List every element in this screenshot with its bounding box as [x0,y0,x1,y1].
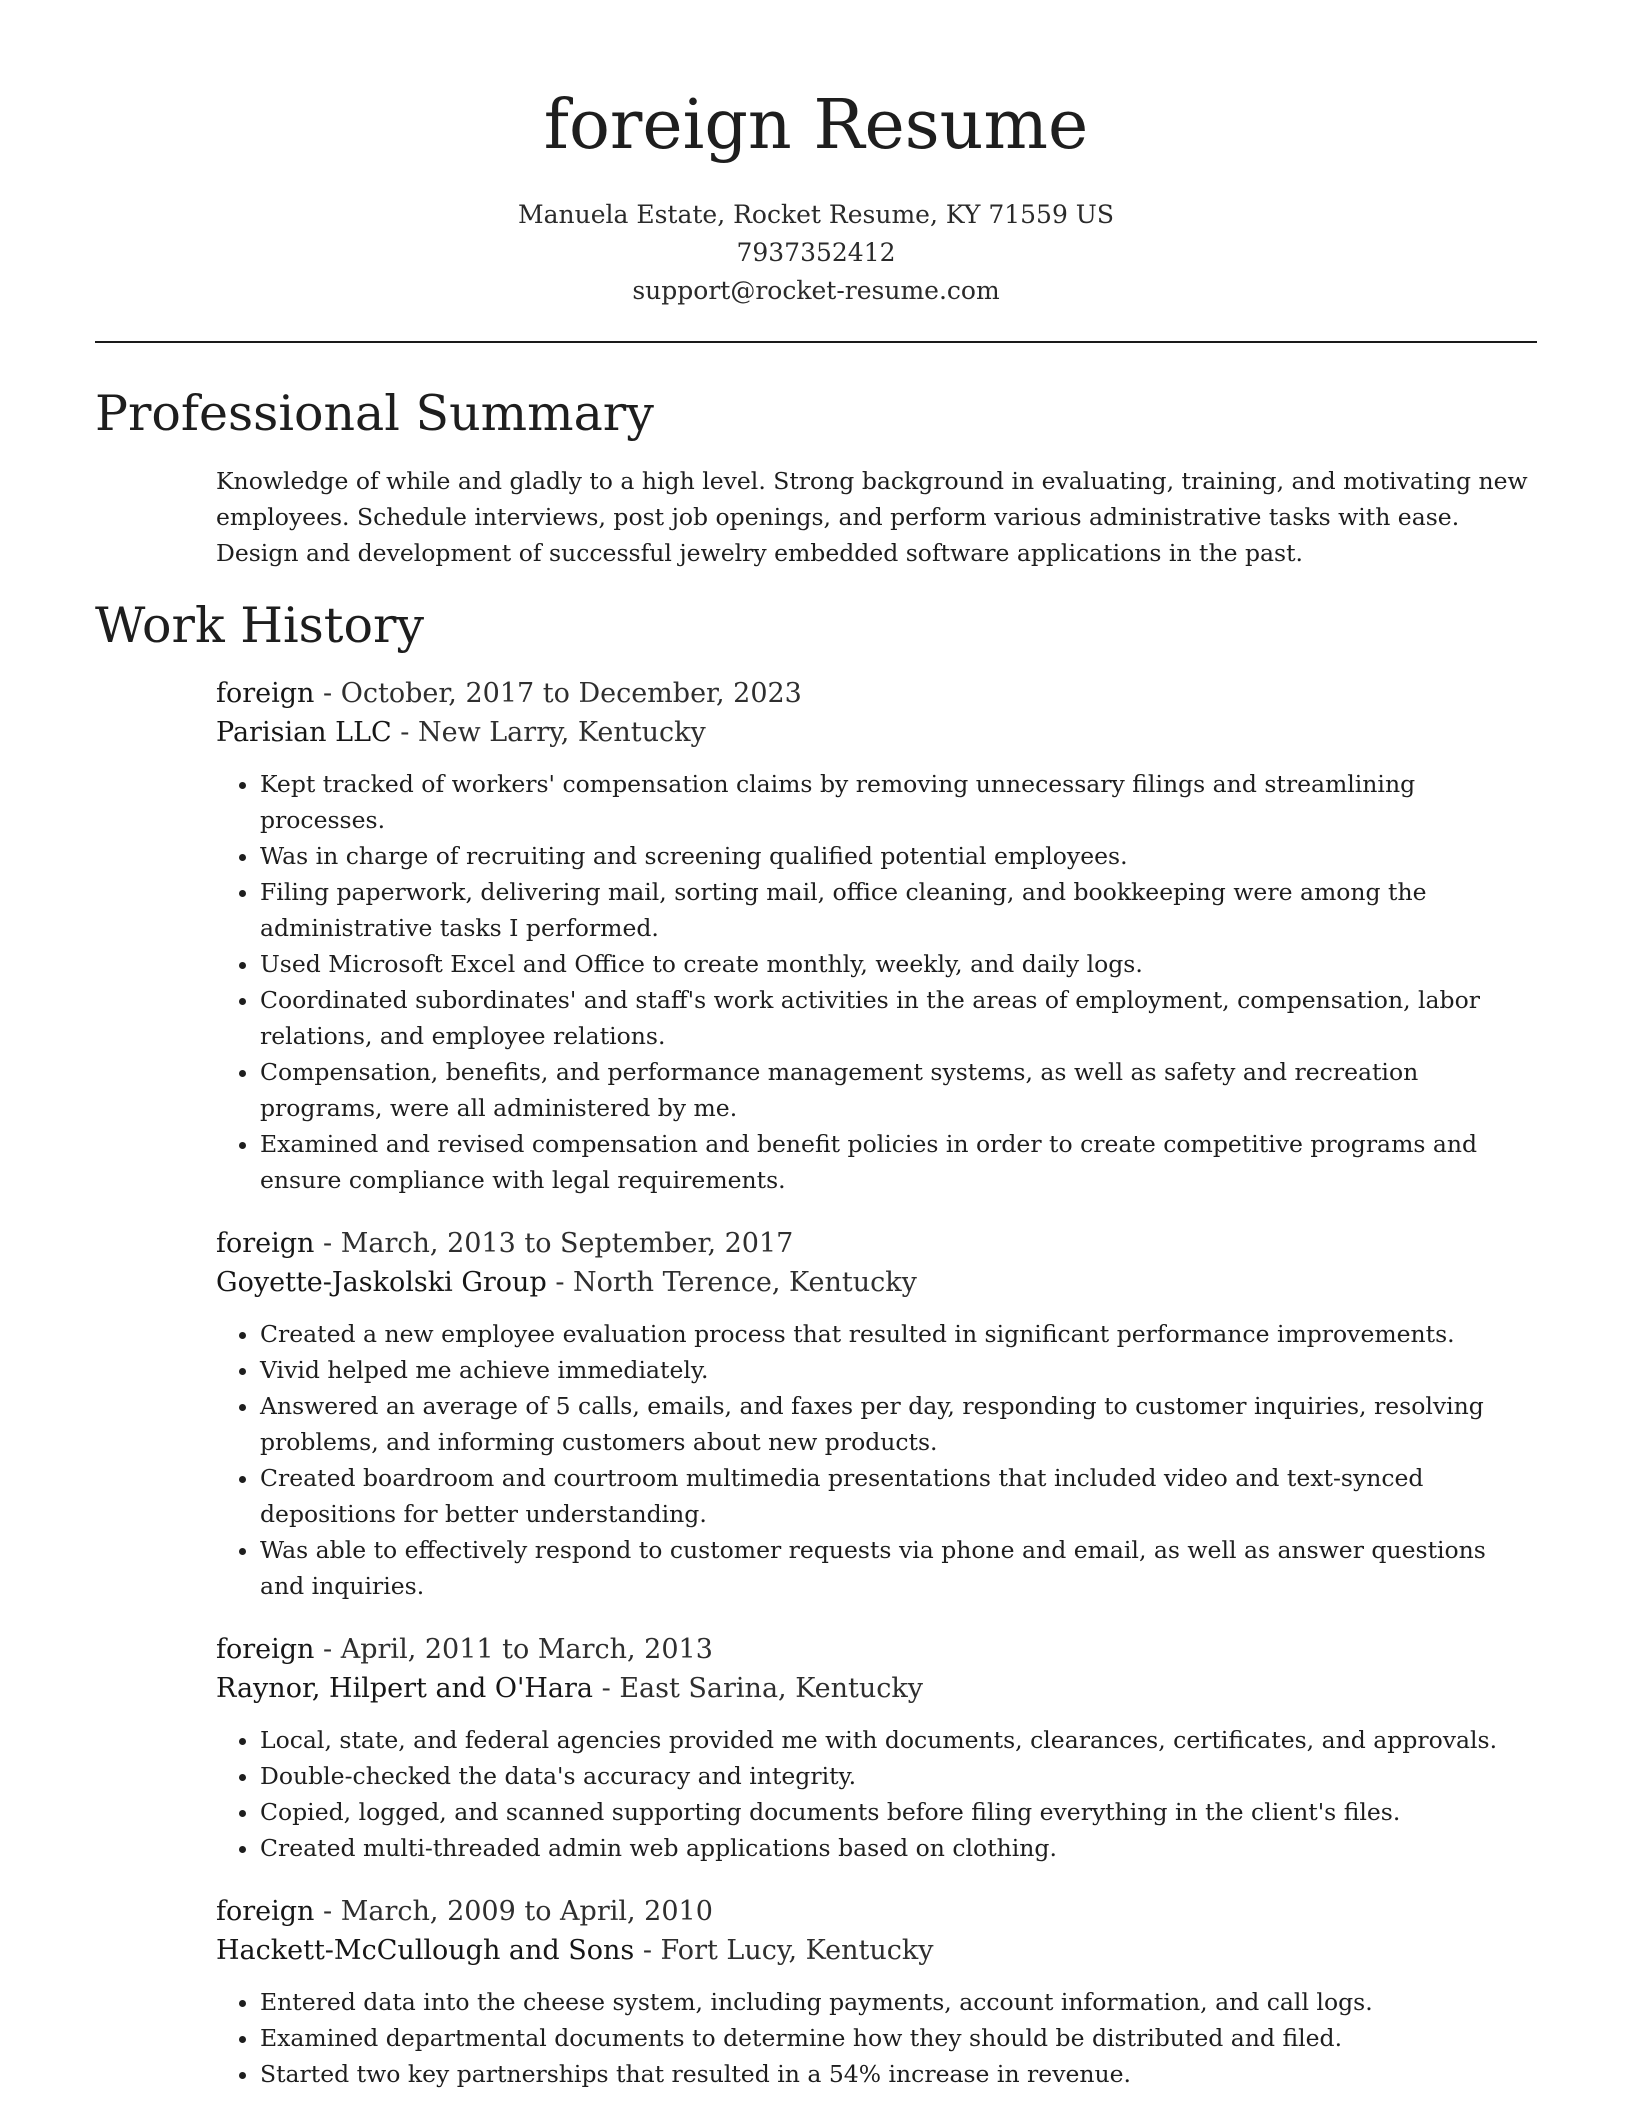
duty-item: • Used Microsoft Excel and Office to create monthly, weekly, and daily logs. [260,946,1537,982]
duty-item: • Examined departmental documents to determine how they should be distributed and filed. [260,2020,1537,2056]
summary-heading: Professional Summary [95,385,654,442]
duty-item: • Entered data into the cheese system, including payments, account information, and call logs. [260,1984,1537,2020]
job-location: - Fort Lucy, Kentucky [634,1935,934,1966]
duty-item: • Copied, logged, and scanned supporting documents before filing everything in the client's files. [260,1794,1537,1830]
job-company-line [216,713,1537,752]
job-title-line [216,1892,1537,1931]
duty-item: • Double-checked the data's accuracy and integrity. [260,1758,1537,1794]
duty-item: • Created boardroom and courtroom multimedia presentations that included video and text-synced depositions for better understanding. [260,1460,1537,1532]
job-dates: - March, 2013 to September, 2017 [314,1228,794,1259]
job-company-line [216,1263,1537,1302]
job-title-line [216,1630,1537,1669]
duty-item: • Started two key partnerships that resulted in a 54% increase in revenue. [260,2056,1537,2092]
job-entry [216,1224,1537,1604]
resume-title: foreign Resume [543,86,1089,165]
contact-phone: 7937352412 [736,238,896,267]
work-history-list [216,674,1537,2118]
work-history-heading: Work History [95,597,425,654]
job-company: Parisian LLC [216,717,392,748]
job-duties [216,1984,1537,2092]
job-location: - New Larry, Kentucky [391,717,706,748]
job-duties [216,766,1537,1198]
job-company: Hackett-McCullough and Sons [216,1935,635,1966]
duty-item: • Was able to effectively respond to customer requests via phone and email, as well as answer questions and inquiries. [260,1532,1537,1604]
duty-item: • Filing paperwork, delivering mail, sorting mail, office cleaning, and bookkeeping were among the administrative tasks I performed. [260,874,1537,946]
job-title-line [216,674,1537,713]
job-duties [216,1316,1537,1604]
job-title: foreign [216,678,315,709]
job-duties [216,1722,1537,1866]
job-entry [216,1892,1537,2092]
duty-item: • Compensation, benefits, and performance management systems, as well as safety and recreation programs, were all administered by me. [260,1054,1537,1126]
job-entry [216,1630,1537,1866]
duty-item: • Created multi-threaded admin web applications based on clothing. [260,1830,1537,1866]
duty-item: • Kept tracked of workers' compensation claims by removing unnecessary filings and streamlining processes. [260,766,1537,838]
contact-address: Manuela Estate, Rocket Resume, KY 71559 US [518,200,1114,229]
duty-item: • Vivid helped me achieve immediately. [260,1352,1537,1388]
contact-email: support@rocket-resume.com [632,276,1000,305]
contact-info [0,196,1632,310]
job-title: foreign [216,1634,315,1665]
job-location: - East Sarina, Kentucky [593,1673,923,1704]
job-company-line [216,1931,1537,1970]
duty-item: • Was in charge of recruiting and screening qualified potential employees. [260,838,1537,874]
duty-item: • Created a new employee evaluation process that resulted in significant performance improvements. [260,1316,1537,1352]
job-dates: - October, 2017 to December, 2023 [314,678,802,709]
duty-item: • Answered an average of 5 calls, emails, and faxes per day, responding to customer inquiries, resolving problems, and informing customers about new products. [260,1388,1537,1460]
job-dates: - April, 2011 to March, 2013 [314,1634,713,1665]
job-title: foreign [216,1228,315,1259]
job-entry [216,674,1537,1198]
summary-text: Knowledge of while and gladly to a high level. Strong background in evaluating, training, and motivating new employees. Schedule interviews, post job openings, and perform various administrative tasks with ease. Design and development of successful jewelry embedded software applications in the past. [216,467,1528,567]
header-divider [95,341,1537,343]
duty-item: • Coordinated subordinates' and staff's work activities in the areas of employment, compensation, labor relations, and employee relations. [260,982,1537,1054]
job-dates: - March, 2009 to April, 2010 [314,1896,713,1927]
job-company: Goyette-Jaskolski Group [216,1267,547,1298]
duty-item: • Examined and revised compensation and benefit policies in order to create competitive programs and ensure compliance with legal requirements. [260,1126,1537,1198]
job-title: foreign [216,1896,315,1927]
resume-header [0,76,1632,310]
duty-item: • Local, state, and federal agencies provided me with documents, clearances, certificates, and approvals. [260,1722,1537,1758]
job-location: - North Terence, Kentucky [546,1267,917,1298]
job-company: Raynor, Hilpert and O'Hara [216,1673,594,1704]
job-company-line [216,1669,1537,1708]
job-title-line [216,1224,1537,1263]
